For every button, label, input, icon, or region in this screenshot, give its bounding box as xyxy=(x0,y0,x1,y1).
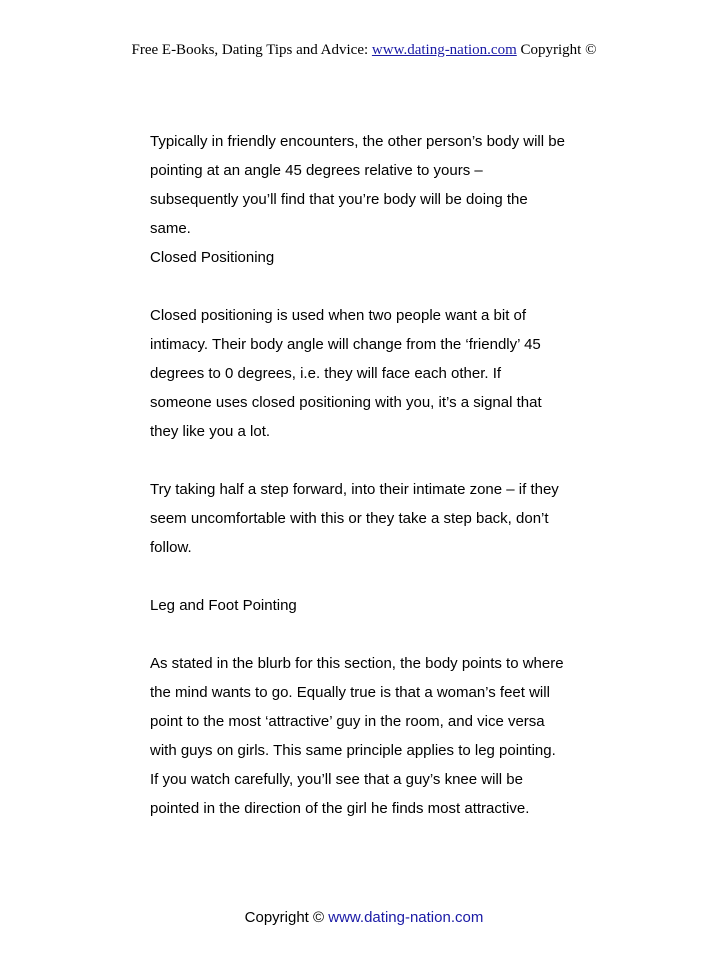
paragraph-line: As stated in the blurb for this section, the body points to where xyxy=(150,655,564,672)
paragraph-line: someone uses closed positioning with you, it’s a signal that xyxy=(150,394,542,411)
paragraph-gap xyxy=(150,272,630,301)
header-site-link[interactable]: www.dating-nation.com xyxy=(371,42,517,58)
paragraph-line: degrees to 0 degrees, i.e. they will face each other. If xyxy=(150,365,502,382)
paragraph-line: subsequently you’ll find that you’re body will be doing the xyxy=(150,191,528,208)
document-body xyxy=(150,127,630,823)
paragraph-gap xyxy=(150,620,630,649)
paragraph-line: with guys on girls. This same principle applies to leg pointing. xyxy=(150,742,556,759)
header-copyright: Copyright © xyxy=(516,42,597,58)
paragraph-line: they like you a lot. xyxy=(150,423,271,440)
paragraph-line: seem uncomfortable with this or they take a step back, don’t xyxy=(150,510,549,527)
header-text: Free E-Books, Dating Tips and Advice: xyxy=(131,42,372,58)
paragraph-line: Typically in friendly encounters, the other person’s body will be xyxy=(150,133,565,150)
footer-site-link[interactable]: www.dating-nation.com xyxy=(328,909,484,926)
paragraph-line: pointing at an angle 45 degrees relative to yours – xyxy=(150,162,483,179)
paragraph-line: the mind wants to go. Equally true is that a woman’s feet will xyxy=(150,684,550,701)
section-heading-closed-positioning: Closed Positioning xyxy=(150,249,275,266)
paragraph-line: follow. xyxy=(150,539,192,556)
paragraph-line: intimacy. Their body angle will change from the ‘friendly’ 45 xyxy=(150,336,541,353)
paragraph-gap xyxy=(150,446,630,475)
paragraph-gap xyxy=(150,562,630,591)
paragraph-line: pointed in the direction of the girl he finds most attractive. xyxy=(150,800,530,817)
paragraph-line: point to the most ‘attractive’ guy in the room, and vice versa xyxy=(150,713,545,730)
paragraph-line: Closed positioning is used when two people want a bit of xyxy=(150,307,527,324)
paragraph-line: If you watch carefully, you’ll see that a guy’s knee will be xyxy=(150,771,523,788)
paragraph-line: Try taking half a step forward, into their intimate zone – if they xyxy=(150,481,559,498)
section-heading-leg-foot-pointing: Leg and Foot Pointing xyxy=(150,597,297,614)
footer-copyright: Copyright © xyxy=(244,909,329,926)
paragraph-line: same. xyxy=(150,220,191,237)
page-footer xyxy=(0,908,728,928)
page-header xyxy=(0,40,728,60)
